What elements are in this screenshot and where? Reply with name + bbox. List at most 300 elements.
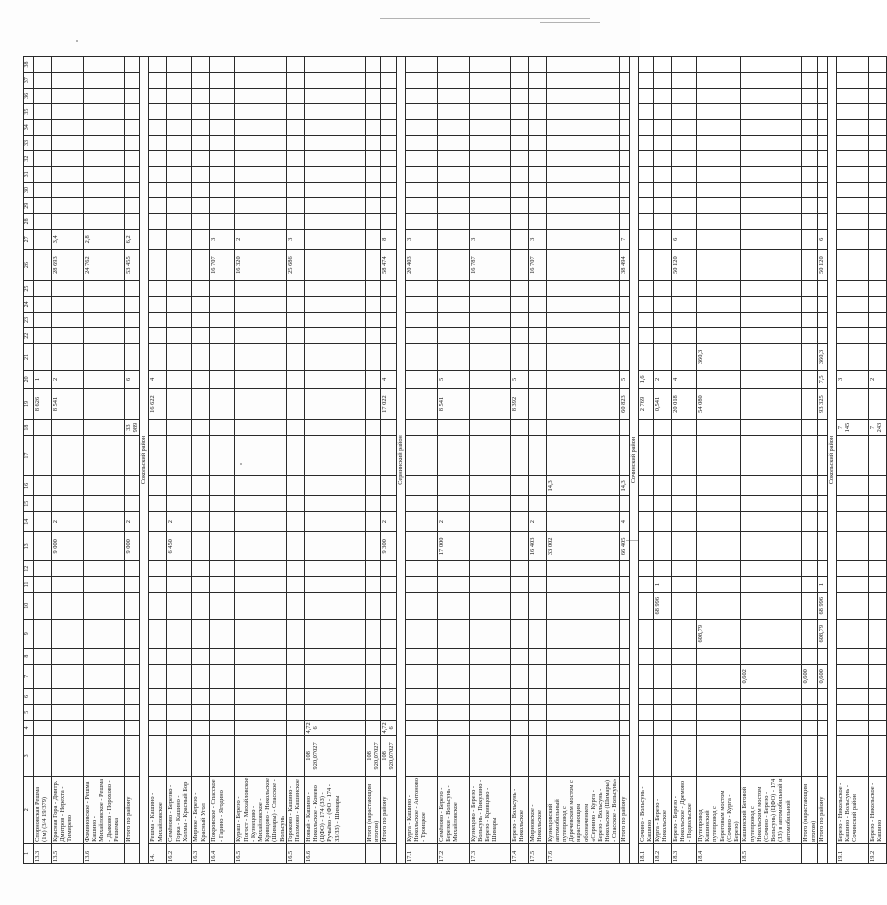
- column-number: 1: [24, 843, 34, 863]
- value-cell: [235, 592, 286, 619]
- value-cell: [192, 214, 210, 230]
- value-cell: [741, 312, 802, 328]
- value-cell: [546, 88, 619, 104]
- value-cell: [235, 135, 286, 151]
- value-cell: [528, 312, 546, 328]
- value-cell: [741, 135, 802, 151]
- value-cell: 2 769: [638, 388, 653, 419]
- value-cell: [125, 704, 140, 720]
- value-cell: [34, 249, 52, 280]
- value-cell: 2: [381, 512, 396, 532]
- value-cell: [34, 577, 52, 593]
- value-cell: [286, 135, 304, 151]
- value-cell: [868, 704, 886, 720]
- column-number: 10: [24, 592, 34, 619]
- value-cell: [149, 119, 167, 135]
- value-cell: [469, 720, 510, 736]
- value-cell: [868, 664, 886, 689]
- value-cell: [405, 592, 437, 619]
- value-cell: [437, 328, 469, 344]
- value-cell: [741, 689, 802, 705]
- row-number-cell: 16.5: [286, 843, 304, 863]
- value-cell: [235, 476, 286, 496]
- value-cell: [836, 664, 868, 689]
- value-cell: [654, 135, 672, 151]
- value-cell: [365, 328, 380, 344]
- value-cell: [286, 577, 304, 593]
- value-cell: [817, 512, 827, 532]
- value-cell: [149, 281, 167, 297]
- value-cell: [235, 104, 286, 120]
- value-cell: [365, 249, 380, 280]
- value-cell: [802, 512, 817, 532]
- value-cell: [741, 388, 802, 419]
- value-cell: 0,600: [802, 664, 817, 689]
- value-cell: [802, 328, 817, 344]
- value-cell: [836, 619, 868, 648]
- route-name-cell: Мирное - Березо - Красный Угол: [192, 776, 210, 843]
- value-cell: [405, 370, 437, 388]
- column-number: 16: [24, 476, 34, 496]
- value-cell: [167, 344, 192, 371]
- value-cell: [149, 296, 167, 312]
- value-cell: [836, 577, 868, 593]
- value-cell: [84, 72, 125, 88]
- value-cell: [741, 496, 802, 512]
- value-cell: [868, 561, 886, 577]
- value-cell: [235, 57, 286, 73]
- value-cell: [365, 344, 380, 371]
- value-cell: [167, 229, 192, 249]
- value-cell: [84, 420, 125, 436]
- value-cell: [381, 476, 396, 496]
- value-cell: [286, 328, 304, 344]
- value-cell: [510, 88, 528, 104]
- value-cell: [52, 57, 84, 73]
- row-number-cell: 16.6: [304, 843, 365, 863]
- value-cell: 1,6: [638, 370, 653, 388]
- value-cell: [235, 512, 286, 532]
- value-cell: [52, 135, 84, 151]
- value-cell: [546, 577, 619, 593]
- value-cell: [149, 435, 167, 475]
- value-cell: [437, 648, 469, 664]
- value-cell: [405, 577, 437, 593]
- value-cell: [802, 736, 817, 776]
- value-cell: [52, 328, 84, 344]
- value-cell: [638, 577, 653, 593]
- value-cell: [672, 328, 697, 344]
- value-cell: [437, 577, 469, 593]
- value-cell: [286, 388, 304, 419]
- value-cell: [510, 72, 528, 88]
- value-cell: [697, 151, 741, 167]
- value-cell: [546, 135, 619, 151]
- value-cell: [192, 198, 210, 214]
- value-cell: [149, 72, 167, 88]
- column-number: 9: [24, 619, 34, 648]
- value-cell: [528, 720, 546, 736]
- value-cell: [836, 344, 868, 371]
- value-cell: [638, 229, 653, 249]
- value-cell: [52, 214, 84, 230]
- column-number: 11: [24, 577, 34, 593]
- value-cell: [638, 720, 653, 736]
- value-cell: [52, 648, 84, 664]
- value-cell: [167, 281, 192, 297]
- value-cell: 0,600: [817, 664, 827, 689]
- value-cell: [125, 736, 140, 776]
- value-cell: [52, 88, 84, 104]
- value-cell: [192, 648, 210, 664]
- value-cell: [365, 119, 380, 135]
- value-cell: [836, 135, 868, 151]
- value-cell: [192, 476, 210, 496]
- row-number-cell: 19.2: [868, 843, 886, 863]
- value-cell: [405, 648, 437, 664]
- value-cell: [697, 476, 741, 496]
- value-cell: [528, 736, 546, 776]
- value-cell: [235, 388, 286, 419]
- column-number: 2: [24, 776, 34, 843]
- value-cell: [654, 648, 672, 664]
- value-cell: [802, 296, 817, 312]
- value-cell: [52, 281, 84, 297]
- route-name-cell: Семёново - Березо - Березки - Вольсунь - Михайловское: [437, 776, 469, 843]
- value-cell: [510, 435, 528, 475]
- value-cell: [192, 328, 210, 344]
- value-cell: [381, 135, 396, 151]
- value-cell: [868, 736, 886, 776]
- value-cell: [619, 72, 629, 88]
- value-cell: [286, 119, 304, 135]
- value-cell: [836, 72, 868, 88]
- value-cell: [619, 619, 629, 648]
- value-cell: [437, 198, 469, 214]
- value-cell: [619, 704, 629, 720]
- route-name-cell: Решма - Кашино - Михайловское: [149, 776, 167, 843]
- value-cell: [167, 104, 192, 120]
- value-cell: [654, 104, 672, 120]
- value-cell: [286, 296, 304, 312]
- value-cell: [405, 135, 437, 151]
- value-cell: [802, 689, 817, 705]
- value-cell: [304, 420, 365, 436]
- value-cell: 608,79: [817, 619, 827, 648]
- value-cell: [149, 577, 167, 593]
- value-cell: [52, 496, 84, 512]
- value-cell: [210, 344, 235, 371]
- value-cell: [286, 664, 304, 689]
- value-cell: [697, 281, 741, 297]
- value-cell: [817, 214, 827, 230]
- value-cell: [528, 592, 546, 619]
- value-cell: [836, 296, 868, 312]
- value-cell: 3: [528, 229, 546, 249]
- value-cell: [817, 689, 827, 705]
- value-cell: [52, 151, 84, 167]
- value-cell: 6: [125, 370, 140, 388]
- value-cell: [84, 476, 125, 496]
- value-cell: [34, 532, 52, 561]
- value-cell: [84, 119, 125, 135]
- value-cell: [52, 664, 84, 689]
- value-cell: 8 392: [510, 388, 528, 419]
- value-cell: [167, 388, 192, 419]
- value-cell: [84, 532, 125, 561]
- value-cell: [125, 476, 140, 496]
- value-cell: [510, 104, 528, 120]
- value-cell: [149, 229, 167, 249]
- value-cell: [697, 512, 741, 532]
- value-cell: [672, 135, 697, 151]
- value-cell: 3: [469, 229, 510, 249]
- value-cell: [619, 214, 629, 230]
- value-cell: [405, 532, 437, 561]
- value-cell: [84, 736, 125, 776]
- value-cell: [167, 198, 192, 214]
- value-cell: [510, 512, 528, 532]
- value-cell: [365, 496, 380, 512]
- value-cell: [697, 577, 741, 593]
- value-cell: [836, 496, 868, 512]
- value-cell: 68 996: [817, 592, 827, 619]
- value-cell: [84, 704, 125, 720]
- value-cell: [149, 619, 167, 648]
- value-cell: [84, 57, 125, 73]
- value-cell: [381, 592, 396, 619]
- value-cell: [654, 512, 672, 532]
- value-cell: [125, 296, 140, 312]
- table-row: [510, 57, 528, 864]
- value-cell: [817, 420, 827, 436]
- value-cell: [528, 496, 546, 512]
- value-cell: [654, 344, 672, 371]
- table-row: [546, 57, 619, 864]
- value-cell: 3: [210, 229, 235, 249]
- value-cell: [528, 388, 546, 419]
- column-number: 23: [24, 312, 34, 328]
- row-number-cell: [817, 843, 827, 863]
- value-cell: [868, 281, 886, 297]
- value-cell: [619, 720, 629, 736]
- value-cell: [469, 328, 510, 344]
- value-cell: [817, 496, 827, 512]
- value-cell: [405, 57, 437, 73]
- value-cell: [469, 420, 510, 436]
- value-cell: [638, 119, 653, 135]
- value-cell: [125, 435, 140, 475]
- value-cell: 0,602: [741, 664, 802, 689]
- value-cell: [437, 476, 469, 496]
- value-cell: [52, 420, 84, 436]
- column-number: 26: [24, 249, 34, 280]
- value-cell: [34, 561, 52, 577]
- value-cell: [437, 592, 469, 619]
- value-cell: [868, 72, 886, 88]
- value-cell: [235, 151, 286, 167]
- value-cell: [638, 476, 653, 496]
- value-cell: [149, 592, 167, 619]
- value-cell: [192, 88, 210, 104]
- value-cell: [84, 619, 125, 648]
- value-cell: [149, 135, 167, 151]
- header-row: [24, 57, 34, 864]
- value-cell: [235, 328, 286, 344]
- value-cell: [167, 214, 192, 230]
- value-cell: [365, 420, 380, 436]
- value-cell: [286, 166, 304, 182]
- value-cell: [405, 476, 437, 496]
- value-cell: [210, 476, 235, 496]
- value-cell: [286, 720, 304, 736]
- value-cell: [437, 166, 469, 182]
- value-cell: [167, 135, 192, 151]
- value-cell: [672, 435, 697, 475]
- value-cell: [802, 72, 817, 88]
- value-cell: [546, 104, 619, 120]
- value-cell: 6,2: [125, 229, 140, 249]
- value-cell: [619, 664, 629, 689]
- value-cell: [546, 296, 619, 312]
- value-cell: [546, 281, 619, 297]
- value-cell: [510, 577, 528, 593]
- value-cell: [167, 328, 192, 344]
- value-cell: [836, 532, 868, 561]
- value-cell: [697, 198, 741, 214]
- value-cell: [802, 57, 817, 73]
- value-cell: [52, 119, 84, 135]
- value-cell: [167, 561, 192, 577]
- value-cell: 9 000: [125, 532, 140, 561]
- value-cell: [167, 476, 192, 496]
- value-cell: [817, 532, 827, 561]
- column-number: 34: [24, 119, 34, 135]
- value-cell: [34, 119, 52, 135]
- value-cell: [304, 689, 365, 705]
- value-cell: [437, 135, 469, 151]
- value-cell: [672, 182, 697, 198]
- section-row: [396, 57, 405, 864]
- table-row: [868, 57, 886, 864]
- value-cell: [868, 198, 886, 214]
- value-cell: [286, 435, 304, 475]
- value-cell: [654, 214, 672, 230]
- value-cell: [125, 561, 140, 577]
- value-cell: [836, 388, 868, 419]
- value-cell: [210, 182, 235, 198]
- value-cell: [381, 151, 396, 167]
- value-cell: [868, 476, 886, 496]
- value-cell: [817, 72, 827, 88]
- value-cell: [654, 736, 672, 776]
- route-name-cell: Итого по району: [125, 776, 140, 843]
- value-cell: [210, 704, 235, 720]
- row-number-cell: 16.2: [167, 843, 192, 863]
- value-cell: [437, 619, 469, 648]
- value-cell: [638, 88, 653, 104]
- value-cell: [365, 57, 380, 73]
- value-cell: 50 120: [672, 249, 697, 280]
- value-cell: [52, 435, 84, 475]
- value-cell: [286, 370, 304, 388]
- value-cell: [125, 592, 140, 619]
- row-number-cell: 13.5: [52, 843, 84, 863]
- value-cell: [638, 328, 653, 344]
- value-cell: 58 474: [381, 249, 396, 280]
- value-cell: [167, 689, 192, 705]
- value-cell: [437, 736, 469, 776]
- value-cell: [167, 182, 192, 198]
- value-cell: [365, 435, 380, 475]
- value-cell: [638, 214, 653, 230]
- value-cell: [469, 619, 510, 648]
- value-cell: [210, 198, 235, 214]
- value-cell: [741, 249, 802, 280]
- value-cell: [235, 720, 286, 736]
- value-cell: [437, 664, 469, 689]
- value-cell: [125, 619, 140, 648]
- value-cell: [405, 512, 437, 532]
- value-cell: [84, 344, 125, 371]
- value-cell: [469, 689, 510, 705]
- value-cell: [84, 104, 125, 120]
- value-cell: [304, 476, 365, 496]
- value-cell: [469, 561, 510, 577]
- value-cell: [149, 648, 167, 664]
- section-title: Сокольский район: [827, 57, 836, 864]
- route-name-cell: Березо - Никольское - Кашино - Вольсунь - Сочинский район: [836, 776, 868, 843]
- table-row: [469, 57, 510, 864]
- value-cell: [672, 344, 697, 371]
- value-cell: [868, 689, 886, 705]
- value-cell: [365, 720, 380, 736]
- value-cell: 7 243: [868, 420, 886, 436]
- value-cell: [638, 281, 653, 297]
- value-cell: [192, 388, 210, 419]
- total-row: [619, 57, 629, 864]
- value-cell: [510, 296, 528, 312]
- value-cell: [741, 214, 802, 230]
- value-cell: [437, 496, 469, 512]
- value-cell: [437, 249, 469, 280]
- value-cell: [365, 476, 380, 496]
- value-cell: [697, 249, 741, 280]
- value-cell: [210, 435, 235, 475]
- value-cell: 16 403: [528, 532, 546, 561]
- value-cell: [167, 435, 192, 475]
- value-cell: [34, 420, 52, 436]
- column-number: 21: [24, 344, 34, 371]
- value-cell: [697, 229, 741, 249]
- value-cell: [437, 214, 469, 230]
- value-cell: [304, 370, 365, 388]
- value-cell: [405, 420, 437, 436]
- value-cell: [672, 720, 697, 736]
- value-cell: [235, 281, 286, 297]
- scan-dot: [76, 40, 78, 42]
- value-cell: [638, 512, 653, 532]
- value-cell: [619, 104, 629, 120]
- value-cell: [546, 370, 619, 388]
- value-cell: [654, 720, 672, 736]
- value-cell: 7 145: [836, 420, 868, 436]
- value-cell: [192, 344, 210, 371]
- value-cell: [654, 88, 672, 104]
- value-cell: [149, 57, 167, 73]
- value-cell: 360,3: [697, 344, 741, 371]
- value-cell: [52, 104, 84, 120]
